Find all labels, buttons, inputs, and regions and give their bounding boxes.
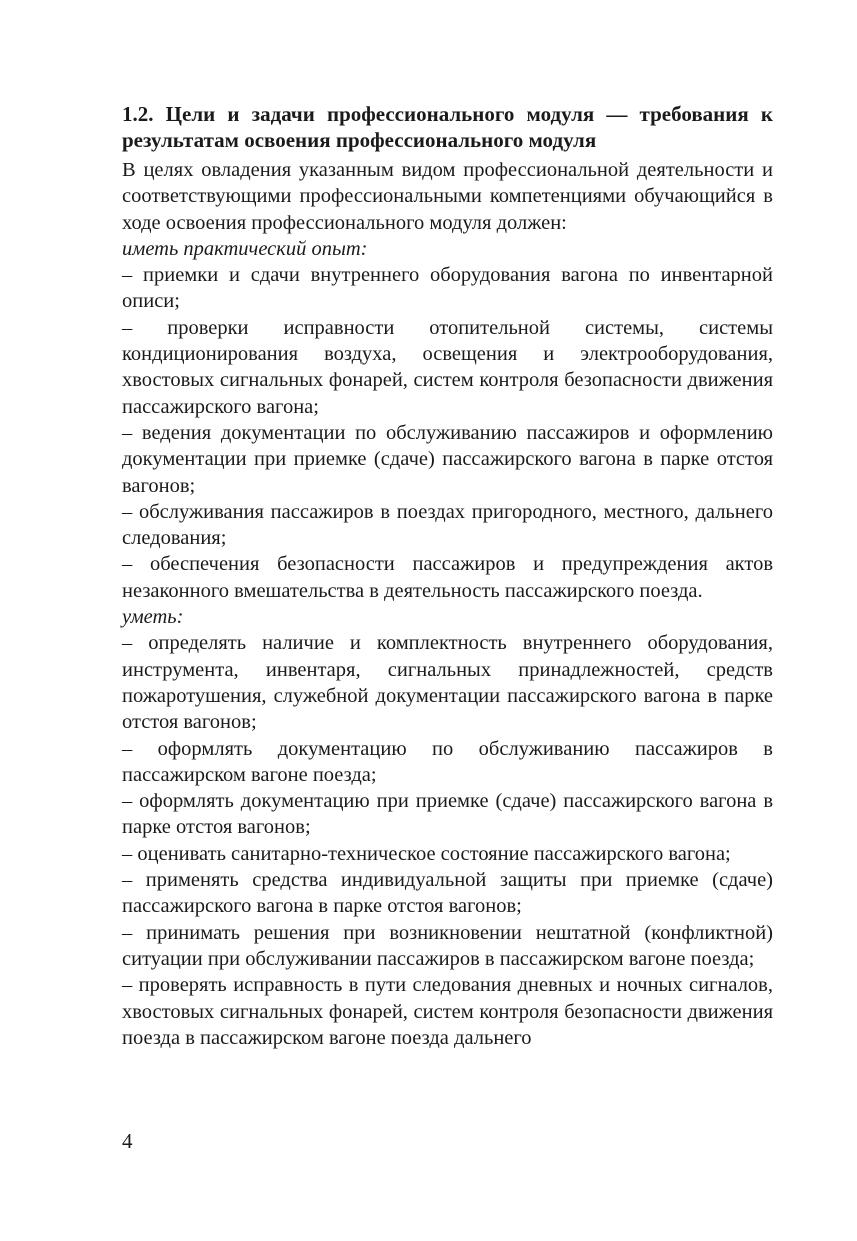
experience-lead-in	[122, 236, 773, 262]
list-item: – оформлять документацию при приемке (сдаче) пассажирского вагона в парке отстоя вагонов;	[122, 790, 773, 839]
page-number: 4	[122, 1129, 133, 1153]
list-item: – обслуживания пассажиров в поездах пригородного, местного, дальнего следования;	[122, 500, 773, 550]
list-item: – оценивать санитарно-техническое состояние пассажирского вагона;	[122, 842, 731, 865]
skills-lead-in	[122, 604, 773, 630]
intro-paragraph: В целях овладения указанным видом профессиональной деятельности и соответствующими профессиональными компетенциями обучающийся в ходе освоения профессионального модуля должен:	[122, 159, 773, 234]
list-item: – проверки исправности отопительной системы, системы кондиционирования воздуха, освещения и электрооборудования, хвостовых сигнальных фонарей, систем контроля безопасности движения пассажирского вагона;	[122, 316, 773, 418]
skills-list	[122, 630, 773, 1051]
section-heading: 1.2. Цели и задачи профессионального модуля — требования к результатам освоения профессионального модуля	[122, 102, 773, 152]
list-item: – оформлять документацию по обслуживанию пассажиров в пассажирском вагоне поезда;	[122, 737, 773, 786]
skills-colon: :	[176, 606, 184, 629]
list-item: – определять наличие и комплектность внутреннего оборудования, инструмента, инвентаря, сигнальных принадлежностей, средств пожаротушения, служебной документации пассажирского вагона в парке отстоя вагонов;	[122, 632, 773, 734]
experience-label: иметь практический опыт	[122, 237, 361, 260]
list-item: – приемки и сдачи внутреннего оборудования вагона по инвентарной описи;	[122, 264, 773, 313]
page-content	[122, 101, 773, 1051]
list-item: – ведения документации по обслуживанию пассажиров и оформлению документации при приемке (сдаче) пассажирского вагона в парке отстоя вагонов;	[122, 421, 773, 497]
experience-colon: :	[360, 237, 368, 260]
skills-label: уметь	[122, 606, 177, 629]
experience-list	[122, 262, 773, 604]
list-item: – принимать решения при возникновении нештатной (конфликтной) ситуации при обслуживании пассажиров в пассажирском вагоне поезда;	[122, 921, 773, 970]
list-item: – применять средства индивидуальной защиты при приемке (сдаче) пассажирского вагона в парке отстоя вагонов;	[122, 869, 773, 918]
list-item: – проверять исправность в пути следования дневных и ночных сигналов, хвостовых сигнальных фонарей, систем контроля безопасности движения поезда в пассажирском вагоне поезда дальнего	[122, 974, 773, 1049]
list-item: – обеспечения безопасности пассажиров и предупреждения актов незаконного вмешательства в деятельность пассажирского поезда.	[122, 553, 773, 602]
